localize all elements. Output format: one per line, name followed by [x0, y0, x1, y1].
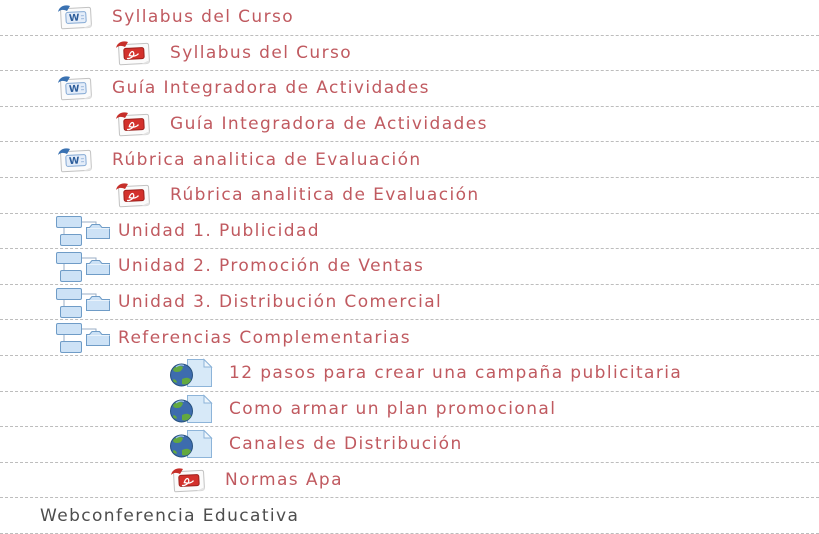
pdf-document-icon	[169, 466, 209, 494]
list-item	[0, 178, 819, 214]
list-item	[0, 36, 819, 72]
resource-link[interactable]	[56, 146, 422, 174]
svg-text:W: W	[68, 155, 82, 167]
item-label: Syllabus del Curso	[112, 7, 295, 28]
item-label: Unidad 1. Publicidad	[118, 220, 321, 241]
list-item	[0, 392, 819, 428]
icon-slot	[114, 181, 154, 209]
list-item	[0, 0, 819, 36]
item-label: Syllabus del Curso	[170, 42, 353, 63]
list-item	[0, 320, 819, 356]
item-label: Unidad 2. Promoción de Ventas	[118, 256, 425, 277]
list-item	[0, 285, 819, 321]
list-item	[0, 498, 819, 534]
resource-link[interactable]	[56, 250, 424, 283]
pdf-document-icon	[114, 110, 154, 138]
web-link-icon	[169, 429, 213, 459]
svg-text:W: W	[68, 12, 82, 25]
list-item	[0, 249, 819, 285]
icon-slot	[169, 394, 213, 424]
word-document-icon	[56, 146, 96, 174]
web-link-icon	[169, 358, 213, 388]
resource-link[interactable]	[56, 3, 294, 31]
list-item	[0, 214, 819, 250]
item-label: Rúbrica analitica de Evaluación	[170, 185, 480, 206]
folder-tree-icon	[56, 214, 112, 247]
resource-link[interactable]	[56, 321, 411, 354]
pdf-document-icon	[114, 39, 154, 67]
svg-text:W: W	[68, 84, 82, 96]
icon-slot	[169, 466, 209, 494]
pdf-document-icon	[114, 181, 154, 209]
icon-slot	[114, 39, 154, 67]
icon-slot	[56, 3, 96, 31]
web-link-icon	[169, 394, 213, 424]
item-label: Normas Apa	[225, 470, 343, 491]
list-item	[0, 427, 819, 463]
list-item	[0, 107, 819, 143]
item-label: 12 pasos para crear una campaña publicitaria	[229, 363, 683, 384]
resource-link[interactable]	[169, 394, 556, 424]
list-item	[0, 142, 819, 178]
folder-tree-icon	[56, 321, 112, 354]
list-item	[0, 356, 819, 392]
resource-link[interactable]	[114, 39, 352, 67]
section-label	[40, 506, 299, 526]
item-label: Como armar un plan promocional	[229, 398, 557, 419]
item-label: Rúbrica analitica de Evaluación	[112, 149, 422, 170]
icon-slot	[114, 110, 154, 138]
word-document-icon	[56, 3, 96, 31]
item-label: Webconferencia Educativa	[40, 505, 300, 526]
item-label: Guía Integradora de Actividades	[170, 114, 488, 135]
resource-link[interactable]	[114, 110, 488, 138]
list-item	[0, 71, 819, 107]
icon-slot	[56, 250, 112, 283]
folder-tree-icon	[56, 250, 112, 283]
resource-link[interactable]	[56, 214, 320, 247]
item-label: Guía Integradora de Actividades	[112, 78, 430, 99]
resource-link[interactable]	[169, 466, 343, 494]
item-label: Referencias Complementarias	[118, 327, 412, 348]
icon-slot	[169, 358, 213, 388]
item-label: Unidad 3. Distribución Comercial	[118, 292, 443, 313]
folder-tree-icon	[56, 286, 112, 319]
icon-slot	[56, 74, 96, 102]
icon-slot	[56, 146, 96, 174]
resource-link[interactable]	[169, 429, 463, 459]
resource-link[interactable]	[56, 286, 442, 319]
resource-link[interactable]	[56, 74, 430, 102]
item-label: Canales de Distribución	[229, 434, 463, 455]
icon-slot	[56, 214, 112, 247]
list-item	[0, 463, 819, 499]
resource-link[interactable]	[169, 358, 682, 388]
icon-slot	[56, 286, 112, 319]
resource-link[interactable]	[114, 181, 480, 209]
word-document-icon	[56, 74, 96, 102]
icon-slot	[169, 429, 213, 459]
icon-slot	[56, 321, 112, 354]
